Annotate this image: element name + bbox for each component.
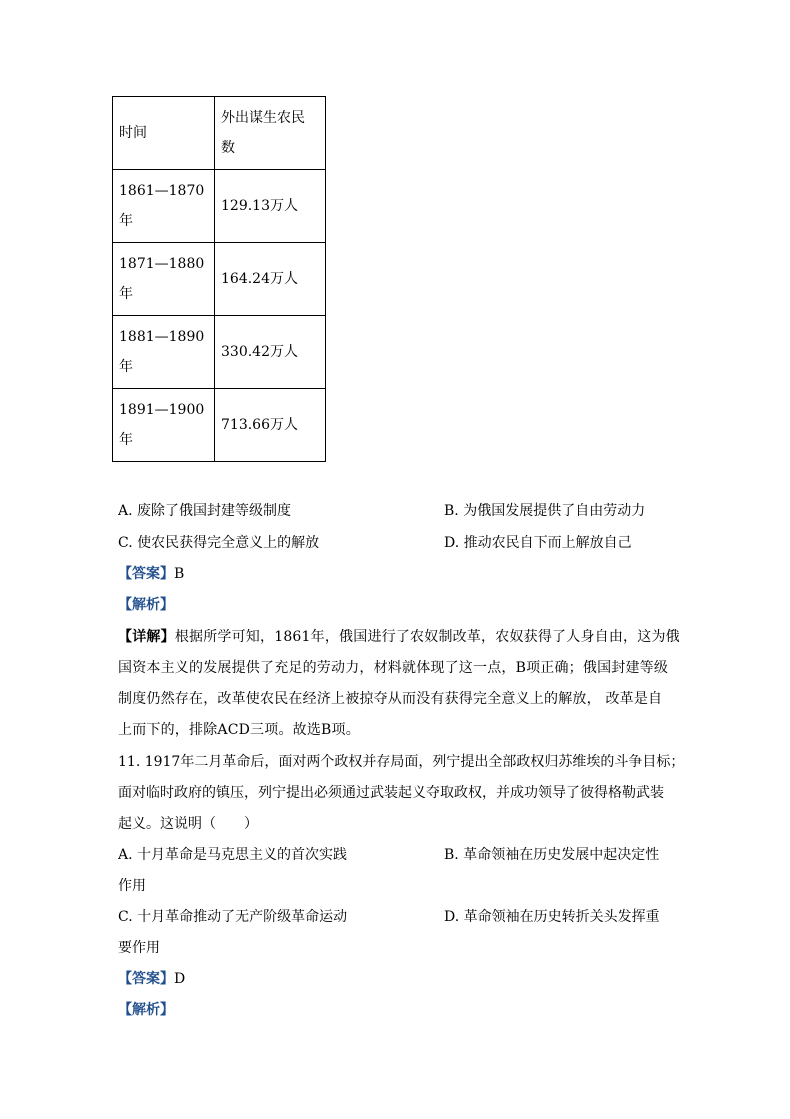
- q11-option-d-line1: D. 革命领袖在历史转折关头发挥重: [444, 909, 660, 925]
- period-line1: 1891—1900: [119, 402, 205, 418]
- count-value: 164.24万人: [221, 271, 298, 287]
- answer-label: 【答案】: [118, 971, 174, 987]
- q10-option-c: C. 使农民获得完全意义上的解放: [118, 535, 320, 551]
- header-count-line2: 数: [221, 140, 235, 156]
- period-line1: 1881—1890: [119, 329, 205, 345]
- period-cell: [113, 243, 215, 316]
- period-line2: 年: [119, 286, 133, 302]
- period-cell: [113, 170, 215, 243]
- table-header-row: [113, 97, 326, 170]
- analysis-label: 【解析】: [118, 1002, 174, 1018]
- answer-value: B: [174, 566, 185, 582]
- count-cell: [215, 389, 326, 462]
- q10-detail-line1: [118, 627, 680, 647]
- q10-option-d: D. 推动农民自下而上解放自己: [444, 535, 632, 551]
- q11-stem-line2: 面对临时政府的镇压，列宁提出必须通过武装起义夺取政权，并成功领导了彼得格勒武装: [118, 785, 664, 801]
- count-cell: [215, 170, 326, 243]
- q11-option-a: A. 十月革命是马克思主义的首次实践: [118, 847, 348, 863]
- period-line1: 1871—1880: [119, 256, 205, 272]
- detail-text: 根据所学可知，1861年，俄国进行了农奴制改革，农奴获得了人身自由，这为俄: [174, 629, 680, 645]
- table-row: [113, 316, 326, 389]
- q10-detail-line2: 国资本主义的发展提供了充足的劳动力，材料就体现了这一点，B项正确；俄国封建等级: [118, 660, 669, 676]
- header-time: 时间: [119, 125, 147, 141]
- q11-analysis-label: [118, 1000, 174, 1020]
- period-cell: [113, 316, 215, 389]
- count-cell: [215, 316, 326, 389]
- count-cell: [215, 243, 326, 316]
- peasant-migration-table: [112, 96, 326, 462]
- answer-value: D: [174, 971, 186, 987]
- q10-detail-line4: 上而下的，排除ACD三项。故选B项。: [118, 722, 360, 738]
- period-cell: [113, 389, 215, 462]
- period-line2: 年: [119, 359, 133, 375]
- header-count-line1: 外出谋生农民: [221, 110, 305, 126]
- q10-analysis-label: [118, 595, 174, 615]
- analysis-label: 【解析】: [118, 597, 174, 613]
- q11-option-c: C. 十月革命推动了无产阶级革命运动: [118, 909, 348, 925]
- answer-label: 【答案】: [118, 566, 174, 582]
- q10-option-b: B. 为俄国发展提供了自由劳动力: [444, 503, 646, 519]
- table-row: [113, 389, 326, 462]
- q11-stem-line3: 起义。这说明（ ）: [118, 816, 258, 832]
- q10-detail-line3: 制度仍然存在，改革使农民在经济上被掠夺从而没有获得完全意义上的解放， 改革是自: [118, 691, 663, 707]
- q11-option-d-line2: 要作用: [118, 940, 160, 956]
- q11-stem-line1: 11. 1917年二月革命后，面对两个政权并存局面，列宁提出全部政权归苏维埃的斗争目标；: [118, 754, 685, 770]
- detail-label: 【详解】: [118, 629, 175, 645]
- count-value: 713.66万人: [221, 417, 298, 433]
- count-value: 330.42万人: [221, 344, 298, 360]
- q11-option-b-line1: B. 革命领袖在历史发展中起决定性: [444, 847, 660, 863]
- q11-option-b-line2: 作用: [118, 878, 146, 894]
- q10-option-a: A. 废除了俄国封建等级制度: [118, 503, 292, 519]
- header-count-cell: [215, 97, 326, 170]
- table-row: [113, 243, 326, 316]
- period-line2: 年: [119, 213, 133, 229]
- q11-answer: [118, 969, 185, 989]
- q10-answer: [118, 564, 184, 584]
- period-line2: 年: [119, 432, 133, 448]
- header-time-cell: [113, 97, 215, 170]
- table-row: [113, 170, 326, 243]
- period-line1: 1861—1870: [119, 183, 205, 199]
- count-value: 129.13万人: [221, 198, 298, 214]
